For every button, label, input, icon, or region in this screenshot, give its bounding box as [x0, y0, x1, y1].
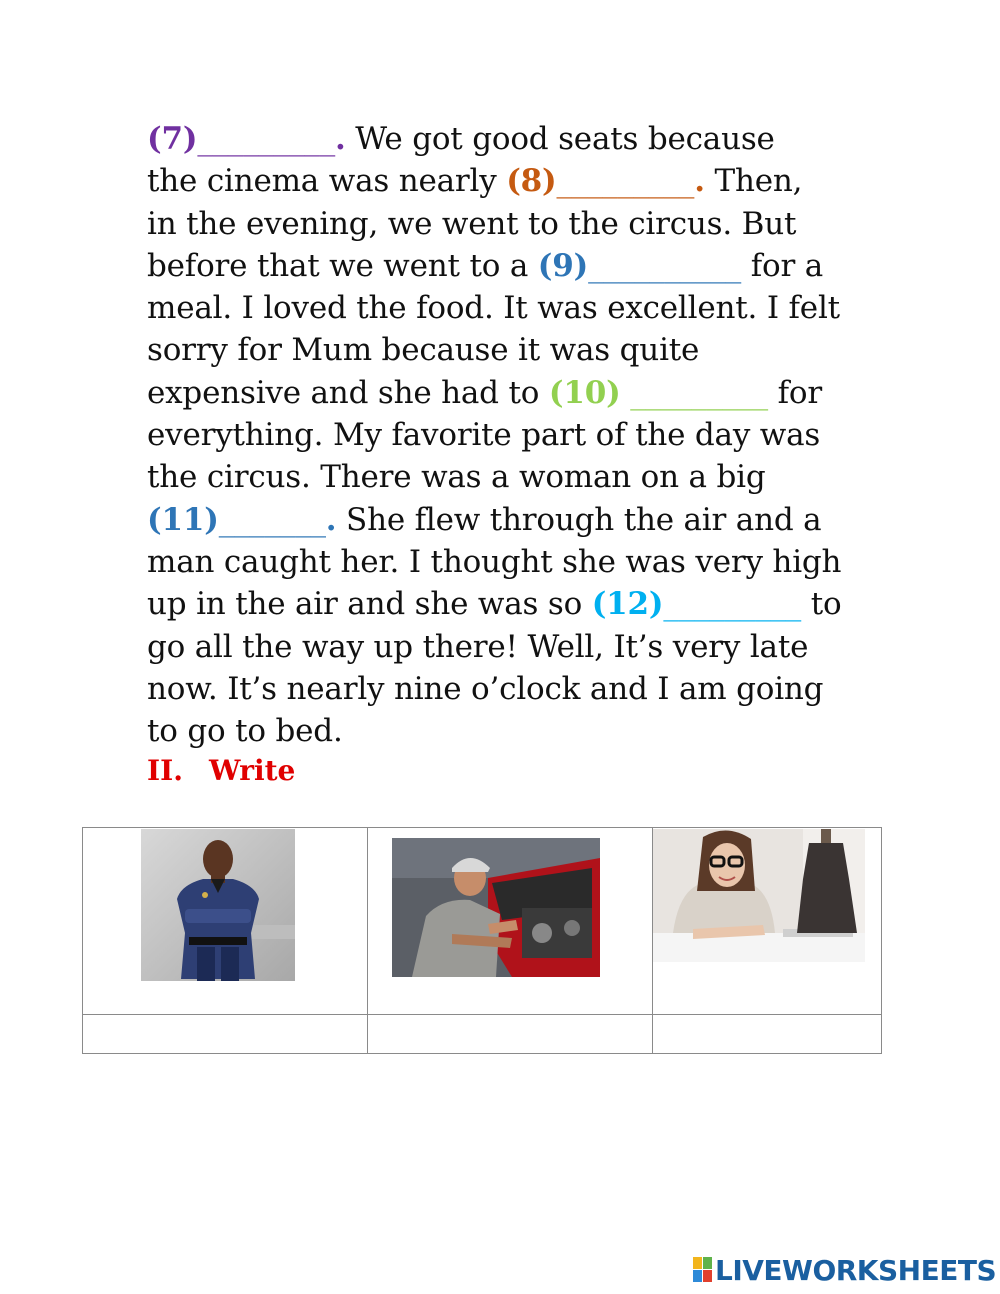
passage-line: [147, 372, 887, 414]
passage-line: [147, 499, 887, 541]
blank-11-period: .: [325, 501, 337, 538]
passage-text: up in the air and she was so: [147, 586, 592, 623]
reading-passage: [147, 118, 887, 752]
picture-answer-table: [82, 827, 882, 1054]
passage-line: [147, 245, 887, 287]
blank-12[interactable]: _________: [663, 586, 802, 623]
section-heading: [147, 754, 295, 787]
answer-cell-3[interactable]: [653, 1015, 882, 1054]
picture-cell-3: [653, 828, 882, 1015]
picture-cell-1: [83, 828, 368, 1015]
brand-name: LIVEWORKSHEETS: [715, 1253, 997, 1287]
passage-text: expensive and she had to: [147, 374, 549, 411]
blank-number-10: (10): [548, 374, 621, 411]
passage-line: now. It’s nearly nine o’clock and I am going: [147, 670, 824, 707]
liveworksheets-logo-icon: [693, 1257, 713, 1283]
blank-number-7: (7): [147, 121, 198, 157]
passage-text: for: [767, 374, 822, 411]
answer-cell-2[interactable]: [368, 1015, 653, 1054]
passage-text: Then,: [704, 163, 803, 200]
car-mechanic-photo: [392, 838, 600, 977]
blank-8[interactable]: _________: [556, 163, 695, 200]
passage-text: the cinema was nearly: [147, 163, 507, 200]
passage-line: to go to bed.: [147, 713, 343, 750]
passage-line: [147, 583, 887, 625]
answer-cell-1[interactable]: [83, 1015, 368, 1054]
passage-line: go all the way up there! Well, It’s very late: [147, 628, 809, 665]
passage-line: the circus. There was a woman on a big: [147, 459, 766, 496]
passage-text: for a: [741, 247, 824, 284]
blank-10[interactable]: _________: [620, 374, 768, 411]
blank-7[interactable]: _________: [197, 121, 336, 157]
blank-11[interactable]: _______: [218, 501, 326, 538]
blank-8-period: .: [694, 163, 705, 200]
passage-line: everything. My favorite part of the day was: [147, 417, 821, 454]
blank-9[interactable]: __________: [588, 247, 742, 284]
passage-line: meal. I loved the food. It was excellent. I felt: [147, 290, 840, 327]
passage-line: sorry for Mum because it was quite: [147, 332, 700, 369]
liveworksheets-logo: [693, 1255, 996, 1285]
fashion-designer-photo: [653, 829, 865, 962]
section-number: II.: [147, 754, 183, 787]
blank-number-12: (12): [591, 586, 664, 623]
passage-line: [147, 118, 887, 160]
passage-text: We got good seats because: [345, 121, 775, 157]
picture-cell-2: [368, 828, 653, 1015]
passage-line: in the evening, we went to the circus. But: [147, 205, 797, 242]
police-officer-photo: [141, 829, 295, 981]
blank-number-11: (11): [147, 501, 219, 538]
passage-text: to: [801, 586, 842, 623]
section-title: Write: [209, 754, 296, 787]
blank-number-8: (8): [506, 163, 557, 200]
blank-number-9: (9): [537, 247, 589, 284]
passage-text: She flew through the air and a: [336, 501, 822, 538]
blank-7-period: .: [335, 121, 346, 157]
passage-text: before that we went to a: [147, 247, 538, 284]
passage-line: man caught her. I thought she was very high: [147, 543, 842, 580]
passage-line: [147, 160, 887, 202]
